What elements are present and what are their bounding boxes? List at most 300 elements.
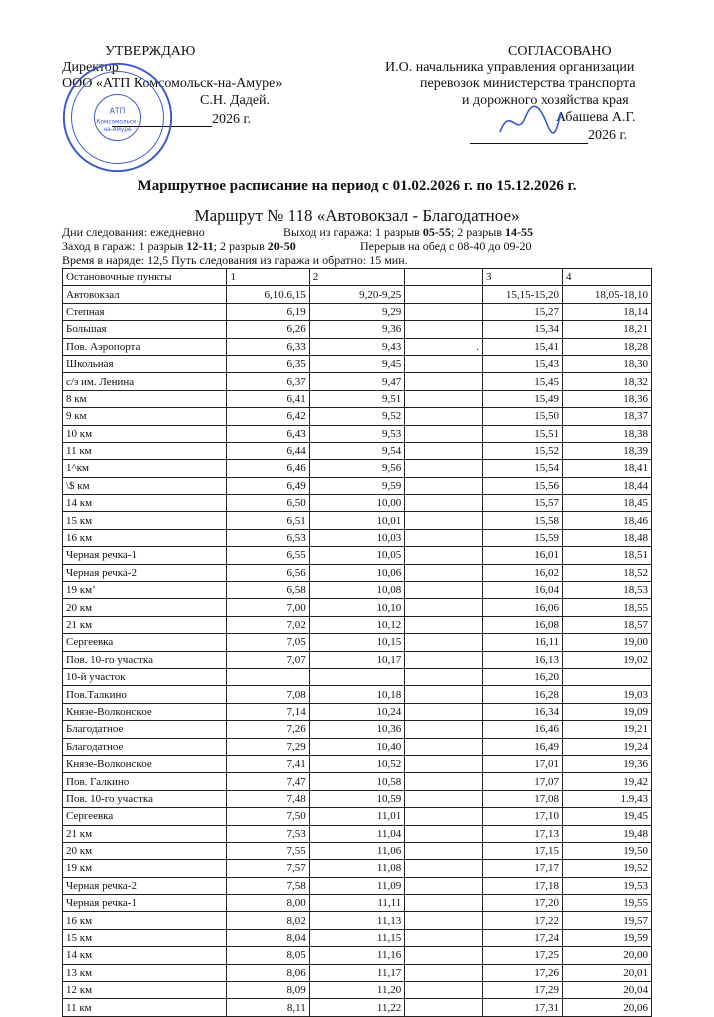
time-cell: 15,45 — [483, 373, 563, 390]
time-cell: 10,24 — [309, 703, 405, 720]
time-cell: 7,53 — [227, 825, 309, 842]
time-cell: 7,02 — [227, 616, 309, 633]
time-cell: 19,55 — [563, 895, 652, 912]
time-cell: 11,20 — [309, 982, 405, 999]
time-cell: 11,17 — [309, 964, 405, 981]
table-row — [63, 321, 652, 338]
info-lunch: Перерыв на обед с 08-40 до 09-20 — [360, 239, 532, 253]
stop-name-cell: 20 км — [63, 599, 227, 616]
time-cell: 10,10 — [309, 599, 405, 616]
time-cell: 7,00 — [227, 599, 309, 616]
time-cell: 17,13 — [483, 825, 563, 842]
time-cell: 15,50 — [483, 408, 563, 425]
time-cell: 16,01 — [483, 547, 563, 564]
time-cell: 18,52 — [563, 564, 652, 581]
approve-right-line2: перевозок министерства транспорта — [420, 76, 636, 91]
table-row — [63, 355, 652, 372]
table-row — [63, 425, 652, 442]
table-row — [63, 512, 652, 529]
svg-text:Комсомольск-: Комсомольск- — [96, 119, 139, 126]
time-cell: 7,58 — [227, 877, 309, 894]
time-cell: 19,50 — [563, 842, 652, 859]
time-cell: 15,58 — [483, 512, 563, 529]
time-cell: 15,51 — [483, 425, 563, 442]
time-cell: 9,59 — [309, 477, 405, 494]
time-cell: 6,53 — [227, 529, 309, 546]
time-cell: 17,07 — [483, 773, 563, 790]
time-cell: 9,47 — [309, 373, 405, 390]
time-cell: 19,02 — [563, 651, 652, 668]
time-cell: 17,24 — [483, 929, 563, 946]
time-cell — [405, 964, 483, 981]
time-cell: 11,11 — [309, 895, 405, 912]
table-row — [63, 721, 652, 738]
stop-name-cell: 20 км — [63, 842, 227, 859]
time-cell: 19,00 — [563, 634, 652, 651]
time-cell: 7,48 — [227, 790, 309, 807]
time-cell: 18,39 — [563, 442, 652, 459]
time-cell: 10,17 — [309, 651, 405, 668]
approve-right-line5: 2026 г. — [588, 128, 628, 143]
time-cell: 10,18 — [309, 686, 405, 703]
stop-name-cell: Князе-Волконское — [63, 755, 227, 772]
time-cell: 18,41 — [563, 460, 652, 477]
stop-name-cell: Большая — [63, 321, 227, 338]
stop-name-cell: Пов. Галкино — [63, 773, 227, 790]
time-cell: 16,04 — [483, 582, 563, 599]
stop-name-cell: 11 км — [63, 442, 227, 459]
time-cell: 10,03 — [309, 529, 405, 546]
info-garage: Заход в гараж: 1 разрыв 12-11; 2 разрыв 20-50 — [62, 239, 296, 253]
time-cell — [405, 355, 483, 372]
time-cell: 10,01 — [309, 512, 405, 529]
stop-name-cell: Сергеевка — [63, 634, 227, 651]
stop-name-cell: 9 км — [63, 408, 227, 425]
time-cell: 16,11 — [483, 634, 563, 651]
time-cell: 10,58 — [309, 773, 405, 790]
time-cell — [405, 425, 483, 442]
time-cell: 9,43 — [309, 338, 405, 355]
table-row — [63, 547, 652, 564]
time-cell: 8,00 — [227, 895, 309, 912]
time-cell: 10,59 — [309, 790, 405, 807]
time-cell — [405, 547, 483, 564]
time-cell: 18,32 — [563, 373, 652, 390]
time-cell: 18,28 — [563, 338, 652, 355]
time-cell — [405, 599, 483, 616]
table-row — [63, 738, 652, 755]
stop-name-cell: Благодатное — [63, 721, 227, 738]
time-cell: 18,45 — [563, 495, 652, 512]
time-cell: 6,19 — [227, 303, 309, 320]
stop-name-cell: 16 км — [63, 529, 227, 546]
time-cell — [405, 651, 483, 668]
time-cell: 16,46 — [483, 721, 563, 738]
time-cell: 17,20 — [483, 895, 563, 912]
stop-name-cell: Черная речка-2 — [63, 564, 227, 581]
time-cell: 7,50 — [227, 808, 309, 825]
time-cell: 18,21 — [563, 321, 652, 338]
stop-name-cell: 1^км — [63, 460, 227, 477]
time-cell: 7,41 — [227, 755, 309, 772]
time-cell: 15,15-15,20 — [483, 286, 563, 303]
time-cell — [405, 303, 483, 320]
stop-name-cell: Пов.Талкино — [63, 686, 227, 703]
stop-name-cell: Пов. 10-го участка — [63, 790, 227, 807]
time-cell: 6,42 — [227, 408, 309, 425]
time-cell: 10,12 — [309, 616, 405, 633]
stop-name-cell: 15 км — [63, 512, 227, 529]
approve-left-line1: Директор — [62, 60, 119, 75]
stop-name-cell: Пов. 10-го участка — [63, 651, 227, 668]
table-row — [63, 408, 652, 425]
time-cell: 18,30 — [563, 355, 652, 372]
time-cell — [405, 373, 483, 390]
time-cell: 11,22 — [309, 999, 405, 1016]
route-title: Маршрут № 118 «Автовокзал - Благодатное» — [194, 206, 520, 225]
time-cell — [405, 390, 483, 407]
table-row — [63, 668, 652, 685]
time-cell — [227, 668, 309, 685]
time-cell: . — [405, 338, 483, 355]
time-cell: 10,15 — [309, 634, 405, 651]
time-cell: 7,08 — [227, 686, 309, 703]
time-cell: 15,57 — [483, 495, 563, 512]
time-cell — [405, 408, 483, 425]
time-cell: 19,09 — [563, 703, 652, 720]
time-cell — [405, 668, 483, 685]
time-cell — [405, 460, 483, 477]
time-cell — [405, 738, 483, 755]
stop-name-cell: 14 км — [63, 495, 227, 512]
time-cell: 16,28 — [483, 686, 563, 703]
time-cell: 11,01 — [309, 808, 405, 825]
table-row — [63, 877, 652, 894]
time-cell — [405, 999, 483, 1016]
time-cell: 15,34 — [483, 321, 563, 338]
time-cell: 9,56 — [309, 460, 405, 477]
table-row — [63, 808, 652, 825]
time-cell: 11,16 — [309, 947, 405, 964]
table-row — [63, 982, 652, 999]
time-cell: 8,09 — [227, 982, 309, 999]
stop-name-cell: Сергеевка — [63, 808, 227, 825]
table-header-cell: 3 — [483, 269, 563, 286]
table-row — [63, 755, 652, 772]
time-cell — [405, 947, 483, 964]
time-cell: 9,52 — [309, 408, 405, 425]
time-cell: 15,59 — [483, 529, 563, 546]
info-days: Дни следования: ежедневно — [62, 225, 205, 239]
svg-text:на-Амуре: на-Амуре — [103, 126, 132, 133]
time-cell: 7,57 — [227, 860, 309, 877]
time-cell: 10,36 — [309, 721, 405, 738]
stop-name-cell: 10 км — [63, 425, 227, 442]
stop-name-cell: 10-й участок — [63, 668, 227, 685]
stop-name-cell: Благодатное — [63, 738, 227, 755]
time-cell: 7,26 — [227, 721, 309, 738]
time-cell: 19,45 — [563, 808, 652, 825]
time-cell: 6,26 — [227, 321, 309, 338]
document-title: Маршрутное расписание на период с 01.02.2026 г. по 15.12.2026 г. — [137, 178, 577, 194]
time-cell: 16,20 — [483, 668, 563, 685]
stop-name-cell: Степная — [63, 303, 227, 320]
time-cell: 16,08 — [483, 616, 563, 633]
table-row — [63, 529, 652, 546]
time-cell: 19,03 — [563, 686, 652, 703]
table-row — [63, 703, 652, 720]
time-cell — [405, 877, 483, 894]
table-row — [63, 790, 652, 807]
time-cell — [405, 616, 483, 633]
table-row — [63, 599, 652, 616]
time-cell: 19,36 — [563, 755, 652, 772]
table-header-cell: 2 — [309, 269, 405, 286]
time-cell: 7,29 — [227, 738, 309, 755]
time-cell: 6,43 — [227, 425, 309, 442]
table-header-cell: 1 — [227, 269, 309, 286]
time-cell: 10,08 — [309, 582, 405, 599]
time-cell: 6,55 — [227, 547, 309, 564]
stop-name-cell: Князе-Волконское — [63, 703, 227, 720]
time-cell: 6,35 — [227, 355, 309, 372]
time-cell: 9,54 — [309, 442, 405, 459]
time-cell: 17,22 — [483, 912, 563, 929]
table-row — [63, 564, 652, 581]
time-cell: 17,10 — [483, 808, 563, 825]
time-cell: 6,50 — [227, 495, 309, 512]
time-cell: 19,53 — [563, 877, 652, 894]
time-cell: 16,34 — [483, 703, 563, 720]
time-cell — [405, 982, 483, 999]
table-row — [63, 338, 652, 355]
time-cell — [405, 929, 483, 946]
table-row — [63, 442, 652, 459]
table-row — [63, 390, 652, 407]
time-cell: 17,18 — [483, 877, 563, 894]
time-cell: 18,51 — [563, 547, 652, 564]
table-header-row — [63, 269, 652, 286]
time-cell: 19,21 — [563, 721, 652, 738]
approve-left-line4: 2026 г. — [212, 112, 252, 127]
time-cell — [405, 860, 483, 877]
table-row — [63, 616, 652, 633]
table-row — [63, 286, 652, 303]
time-cell: 17,25 — [483, 947, 563, 964]
table-row — [63, 964, 652, 981]
handwritten-signature — [495, 100, 565, 140]
time-cell: 18,53 — [563, 582, 652, 599]
time-cell: 16,49 — [483, 738, 563, 755]
table-row — [63, 303, 652, 320]
stop-name-cell: 21 км — [63, 616, 227, 633]
stop-name-cell: Черная речка-2 — [63, 877, 227, 894]
time-cell: 19,57 — [563, 912, 652, 929]
time-cell: 18,05-18,10 — [563, 286, 652, 303]
time-cell: 11,04 — [309, 825, 405, 842]
time-cell: 6,41 — [227, 390, 309, 407]
time-cell — [405, 703, 483, 720]
time-cell: 15,41 — [483, 338, 563, 355]
time-cell: 19,48 — [563, 825, 652, 842]
approve-left-line2: ООО «АТП Комсомольск-на-Амуре» — [62, 76, 283, 91]
time-cell: 6,58 — [227, 582, 309, 599]
time-cell — [563, 668, 652, 685]
time-cell: 6,44 — [227, 442, 309, 459]
schedule-table — [62, 268, 652, 1017]
time-cell: 18,46 — [563, 512, 652, 529]
table-header-cell: 4 — [563, 269, 652, 286]
time-cell: 17,01 — [483, 755, 563, 772]
time-cell: 11,15 — [309, 929, 405, 946]
time-cell: 17,08 — [483, 790, 563, 807]
time-cell: 9,29 — [309, 303, 405, 320]
time-cell: 11,09 — [309, 877, 405, 894]
time-cell: 17,17 — [483, 860, 563, 877]
table-row — [63, 999, 652, 1016]
table-row — [63, 947, 652, 964]
time-cell: 7,05 — [227, 634, 309, 651]
stop-name-cell: Автовокзал — [63, 286, 227, 303]
table-row — [63, 895, 652, 912]
time-cell — [405, 825, 483, 842]
time-cell: 8,02 — [227, 912, 309, 929]
time-cell: 11,06 — [309, 842, 405, 859]
time-cell: 18,14 — [563, 303, 652, 320]
time-cell: 10,52 — [309, 755, 405, 772]
time-cell: 9,45 — [309, 355, 405, 372]
time-cell: 15,52 — [483, 442, 563, 459]
svg-text:АТП: АТП — [109, 106, 126, 116]
time-cell: 20,00 — [563, 947, 652, 964]
time-cell: 19,52 — [563, 860, 652, 877]
time-cell: 10,05 — [309, 547, 405, 564]
time-cell: 17,31 — [483, 999, 563, 1016]
time-cell — [405, 495, 483, 512]
stop-name-cell: 12 км — [63, 982, 227, 999]
time-cell: 9,20-9,25 — [309, 286, 405, 303]
time-cell: 18,57 — [563, 616, 652, 633]
time-cell — [405, 442, 483, 459]
stop-name-cell: 16 км — [63, 912, 227, 929]
time-cell: 9,36 — [309, 321, 405, 338]
time-cell: 1.9,43 — [563, 790, 652, 807]
time-cell: 6,46 — [227, 460, 309, 477]
time-cell: 20,04 — [563, 982, 652, 999]
table-header-cell: Остановочные пункты — [63, 269, 227, 286]
time-cell: 15,27 — [483, 303, 563, 320]
time-cell: 18,48 — [563, 529, 652, 546]
time-cell: 15,56 — [483, 477, 563, 494]
time-cell: 20,01 — [563, 964, 652, 981]
time-cell — [405, 529, 483, 546]
time-cell — [405, 773, 483, 790]
time-cell — [405, 686, 483, 703]
table-row — [63, 686, 652, 703]
table-row — [63, 477, 652, 494]
seal-stamp — [60, 60, 175, 175]
time-cell — [405, 286, 483, 303]
stop-name-cell: 14 км — [63, 947, 227, 964]
approve-right-line1: И.О. начальника управления организации — [385, 60, 635, 75]
time-cell: 11,13 — [309, 912, 405, 929]
time-cell — [405, 512, 483, 529]
time-cell: 16,06 — [483, 599, 563, 616]
table-row — [63, 460, 652, 477]
table-row — [63, 860, 652, 877]
approve-left-heading: УТВЕРЖДАЮ — [105, 44, 196, 59]
time-cell: 19,24 — [563, 738, 652, 755]
stop-name-cell: 21 км — [63, 825, 227, 842]
table-row — [63, 651, 652, 668]
time-cell: 15,49 — [483, 390, 563, 407]
stop-name-cell: 13 км — [63, 964, 227, 981]
time-cell: 17,29 — [483, 982, 563, 999]
time-cell: 10,00 — [309, 495, 405, 512]
time-cell — [405, 808, 483, 825]
stop-name-cell: 19 км — [63, 860, 227, 877]
time-cell: 8,04 — [227, 929, 309, 946]
time-cell: 6,10.6,15 — [227, 286, 309, 303]
approve-right-line4: Абашева А.Г. — [556, 110, 636, 125]
time-cell: 16,02 — [483, 564, 563, 581]
time-cell — [405, 634, 483, 651]
time-cell: 6,51 — [227, 512, 309, 529]
stop-name-cell: 19 км’ — [63, 582, 227, 599]
time-cell — [405, 564, 483, 581]
time-cell: 7,14 — [227, 703, 309, 720]
time-cell — [405, 912, 483, 929]
time-cell: 7,07 — [227, 651, 309, 668]
time-cell: 18,38 — [563, 425, 652, 442]
time-cell: 7,55 — [227, 842, 309, 859]
info-exit: Выход из гаража: 1 разрыв 05-55; 2 разрыв 14-55 — [283, 225, 533, 239]
stop-name-cell: с/з им. Ленина — [63, 373, 227, 390]
table-row — [63, 929, 652, 946]
stop-name-cell: Черная речка-1 — [63, 547, 227, 564]
table-row — [63, 912, 652, 929]
time-cell: 8,05 — [227, 947, 309, 964]
table-row — [63, 825, 652, 842]
stop-name-cell: Пов. Аэропорта — [63, 338, 227, 355]
table-row — [63, 373, 652, 390]
time-cell — [309, 668, 405, 685]
table-header-cell — [405, 269, 483, 286]
time-cell: 20,06 — [563, 999, 652, 1016]
time-cell: 16,13 — [483, 651, 563, 668]
time-cell — [405, 755, 483, 772]
stop-name-cell: Школьная — [63, 355, 227, 372]
time-cell: 17,15 — [483, 842, 563, 859]
time-cell: 11,08 — [309, 860, 405, 877]
table-row — [63, 634, 652, 651]
time-cell: 9,51 — [309, 390, 405, 407]
stop-name-cell: Черная речка-1 — [63, 895, 227, 912]
time-cell: 18,37 — [563, 408, 652, 425]
time-cell — [405, 790, 483, 807]
signature-line-right — [470, 143, 588, 144]
approve-right-heading: СОГЛАСОВАНО — [508, 44, 612, 59]
table-row — [63, 773, 652, 790]
time-cell: 8,06 — [227, 964, 309, 981]
time-cell: 15,43 — [483, 355, 563, 372]
time-cell — [405, 895, 483, 912]
info-time: Время в наряде: 12,5 Путь следования из гаража и обратно: 15 мин. — [62, 253, 408, 267]
time-cell: 18,44 — [563, 477, 652, 494]
stop-name-cell: 15 км — [63, 929, 227, 946]
time-cell — [405, 721, 483, 738]
time-cell — [405, 321, 483, 338]
